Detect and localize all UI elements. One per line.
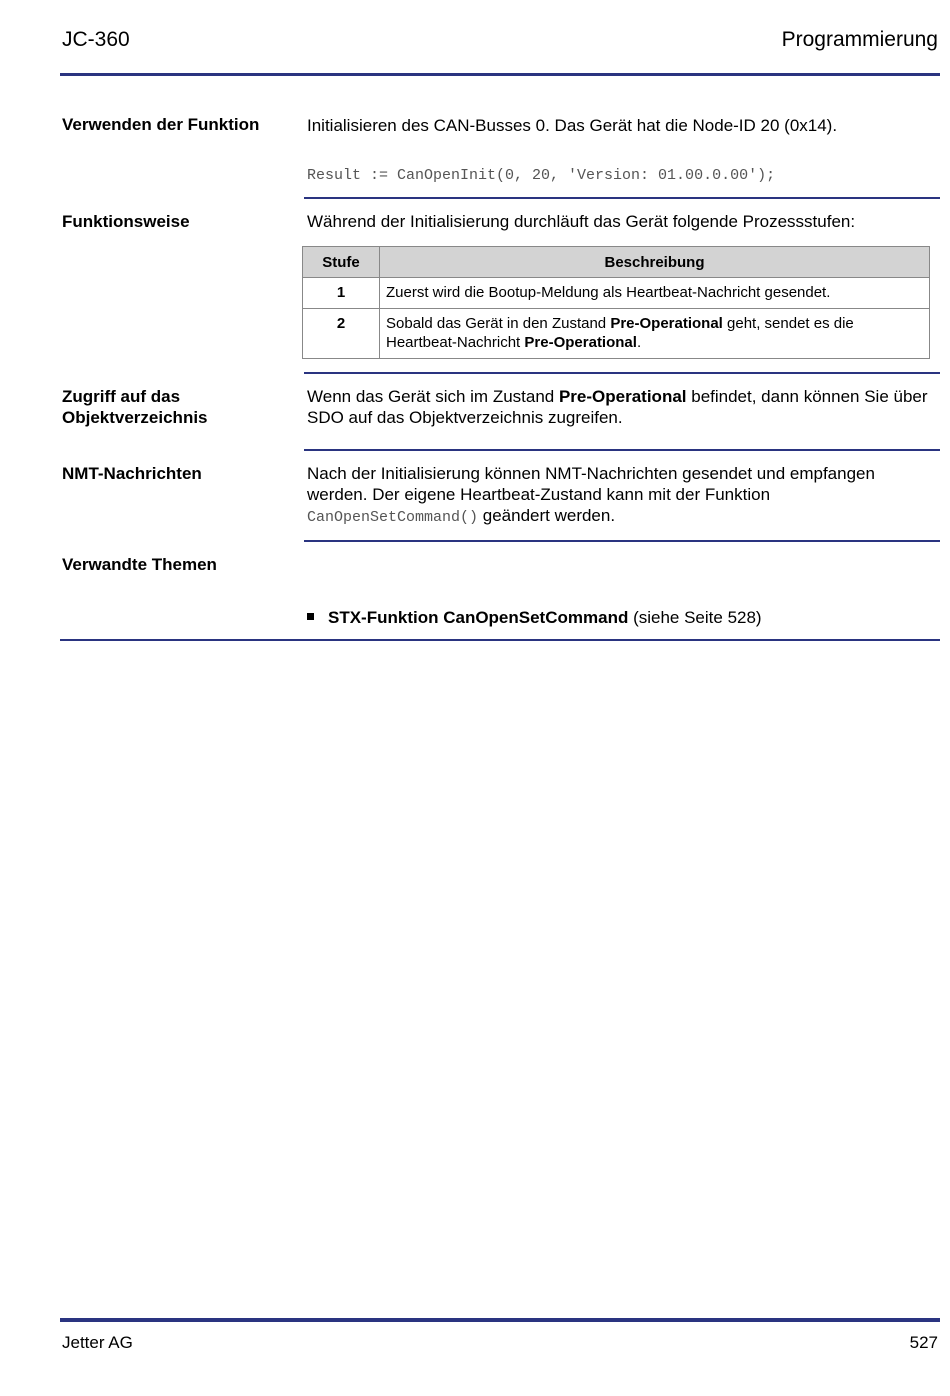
header-chapter: Programmierung: [781, 28, 938, 51]
usage-text: Initialisieren des CAN-Busses 0. Das Gerät hat die Node-ID 20 (0x14).: [307, 116, 838, 135]
divider: [304, 372, 940, 374]
footer-rule: [60, 1318, 940, 1322]
stage-number: 2: [303, 309, 380, 359]
divider: [304, 197, 940, 199]
process-stages-table: [302, 246, 930, 359]
column-header-description: Beschreibung: [380, 247, 930, 278]
nmt-text-part: Nach der Initialisierung können NMT-Nachrichten gesendet und empfangen werden. Der eigene Heartbeat-Zustand kann mit der Funktion: [307, 464, 875, 504]
desc-text: .: [636, 334, 642, 351]
header-product: JC-360: [62, 28, 130, 51]
access-text: [307, 386, 932, 428]
divider: [304, 540, 940, 542]
access-text-part: befindet, dann können Sie über SDO auf das Objektverzeichnis zugreifen.: [307, 387, 928, 427]
related-link-title[interactable]: STX-Funktion CanOpenSetCommand: [328, 608, 629, 627]
section-end-rule: [60, 639, 940, 641]
usage-label: Verwenden der Funktion: [62, 115, 260, 134]
desc-text: Sobald das Gerät in den Zustand: [386, 315, 611, 332]
footer-company: Jetter AG: [62, 1333, 133, 1352]
table-row: [303, 278, 930, 309]
table-header-row: [303, 247, 930, 278]
nmt-label: NMT-Nachrichten: [62, 464, 202, 483]
related-label: Verwandte Themen: [62, 555, 217, 574]
column-header-stage: Stufe: [303, 247, 380, 278]
header-rule: [60, 73, 940, 76]
nmt-code: CanOpenSetCommand(): [307, 509, 479, 526]
desc-bold: Pre-Operational: [524, 334, 637, 351]
divider: [304, 449, 940, 451]
access-text-part: Wenn das Gerät sich im Zustand: [307, 387, 559, 406]
usage-code: Result := CanOpenInit(0, 20, 'Version: 01.00.0.00');: [307, 167, 776, 184]
nmt-text: [307, 463, 932, 528]
related-link[interactable]: [307, 607, 932, 628]
operation-text: Während der Initialisierung durchläuft das Gerät folgende Prozessstufen:: [307, 212, 856, 231]
stage-number: 1: [303, 278, 380, 309]
related-link-page: (siehe Seite 528): [628, 608, 762, 627]
access-label: Zugriff auf das Objektverzeichnis: [62, 387, 208, 427]
stage-description: [380, 309, 930, 359]
desc-text: geht, sendet es die Heartbeat-Nachricht: [386, 315, 854, 351]
desc-bold: Pre-Operational: [610, 315, 723, 332]
operation-label: Funktionsweise: [62, 212, 190, 231]
stage-description: Zuerst wird die Bootup-Meldung als Heartbeat-Nachricht gesendet.: [380, 278, 930, 309]
access-text-bold: Pre-Operational: [558, 387, 687, 406]
page-number: 527: [909, 1333, 938, 1352]
nmt-text-part: geändert werden.: [478, 506, 616, 525]
bullet-icon: [307, 613, 314, 620]
table-row: [303, 309, 930, 359]
